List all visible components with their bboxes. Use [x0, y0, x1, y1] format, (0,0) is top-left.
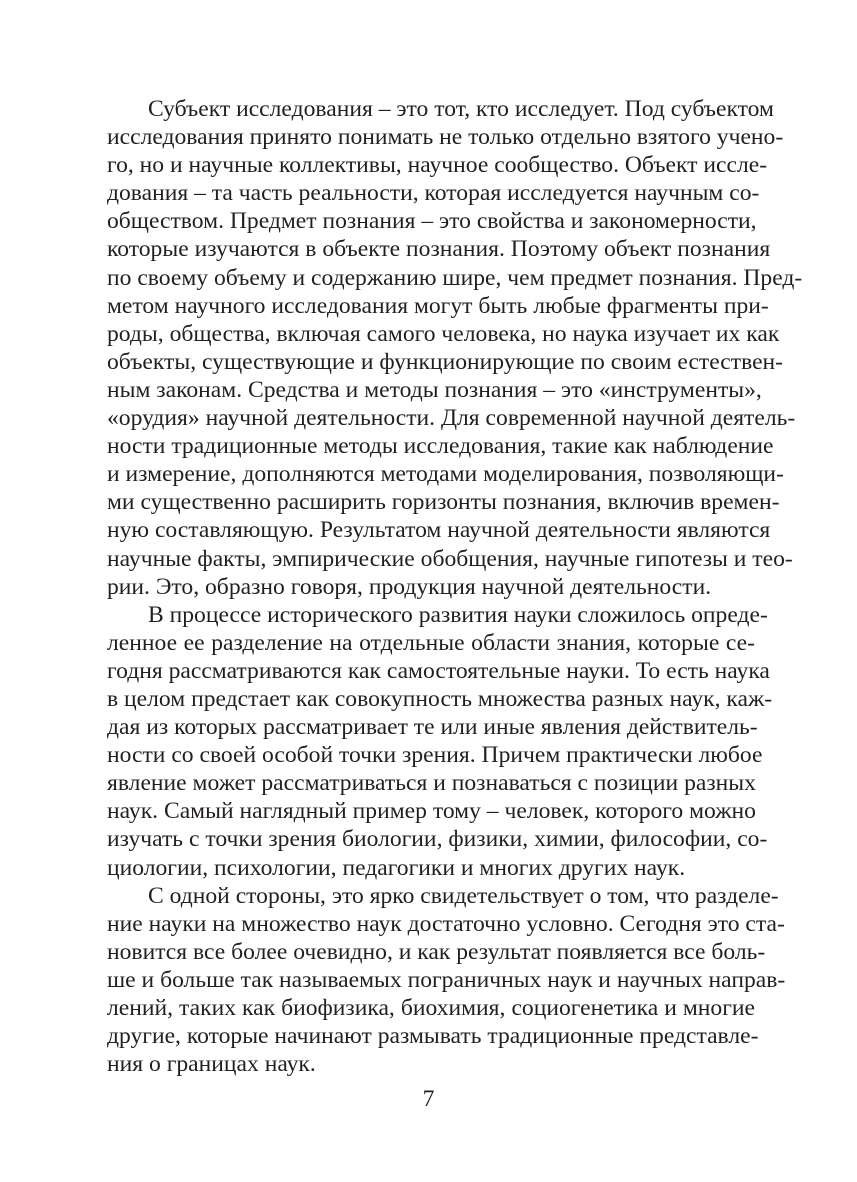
text-line: метом научного исследования могут быть любые фрагменты при-	[107, 292, 769, 319]
text-line: го, но и научные коллективы, научное сообщество. Объект иссле-	[107, 152, 768, 179]
text-line: ленное ее разделение на отдельные области знания, которые се-	[107, 629, 755, 656]
text-line: обществом. Предмет познания – это свойства и закономерности,	[107, 208, 757, 235]
text-line: в целом предстает как совокупность множества разных наук, каж-	[107, 685, 773, 712]
text-line: «орудия» научной деятельности. Для современной научной деятель-	[107, 405, 796, 432]
text-line: ше и больше так называемых пограничных наук и научных направ-	[107, 966, 786, 993]
text-line: С одной стороны, это ярко свидетельствует о том, что разделе-	[148, 882, 779, 909]
text-line: ния о границах наук.	[107, 1051, 316, 1078]
text-line: ние науки на множество наук достаточно условно. Сегодня это ста-	[107, 910, 785, 937]
text-line: ми существенно расширить горизонты познания, включив времен-	[107, 489, 780, 516]
text-line: рии. Это, образно говоря, продукция научной деятельности.	[107, 573, 712, 600]
text-line: дования – та часть реальности, которая исследуется научным со-	[107, 180, 760, 207]
text-line: явление может рассматриваться и познаваться с позиции разных	[107, 770, 756, 797]
text-line: по своему объему и содержанию шире, чем предмет познания. Пред-	[107, 264, 803, 291]
text-line: годня рассматриваются как самостоятельные науки. То есть наука	[107, 657, 770, 684]
text-line: которые изучаются в объекте познания. Поэтому объект познания	[107, 236, 771, 263]
text-line: и измерение, дополняются методами моделирования, позволяющи-	[107, 461, 784, 488]
text-line: ности традиционные методы исследования, такие как наблюдение	[107, 433, 774, 460]
paragraph	[107, 95, 803, 601]
paragraph	[107, 882, 786, 1079]
text-line: роды, общества, включая самого человека, но наука изучает их как	[107, 320, 780, 347]
paragraph	[107, 601, 773, 882]
text-line: Субъект исследования – это тот, кто исследует. Под субъектом	[148, 96, 774, 122]
text-line: В процессе исторического развития науки сложилось опреде-	[148, 601, 768, 628]
text-line: ную составляющую. Результатом научной деятельности являются	[107, 517, 771, 544]
text-line: наук. Самый наглядный пример тому – человек, которого можно	[107, 798, 756, 825]
text-line: изучать с точки зрения биологии, физики, химии, философии, со-	[107, 826, 768, 853]
text-line: исследования принято понимать не только отдельно взятого учено-	[107, 124, 784, 151]
text-line: циологии, психологии, педагогики и многих других наук.	[107, 854, 686, 881]
body-text	[107, 95, 803, 1078]
text-line: научные факты, эмпирические обобщения, научные гипотезы и тео-	[107, 545, 793, 572]
text-line: объекты, существующие и функционирующие по своим естествен-	[107, 348, 784, 375]
text-line: другие, которые начинают размывать традиционные представле-	[107, 1023, 759, 1050]
text-line: лений, таких как биофизика, биохимия, социогенетика и многие	[107, 995, 755, 1021]
text-line: новится все более очевидно, и как результат появляется все боль-	[107, 938, 766, 965]
page-number: 7	[422, 1086, 435, 1112]
text-line: ности со своей особой точки зрения. Причем практически любое	[107, 742, 763, 769]
text-line: дая из которых рассматривает те или иные явления действитель-	[107, 714, 758, 741]
text-line: ным законам. Средства и методы познания – это «инструменты»,	[107, 376, 762, 403]
